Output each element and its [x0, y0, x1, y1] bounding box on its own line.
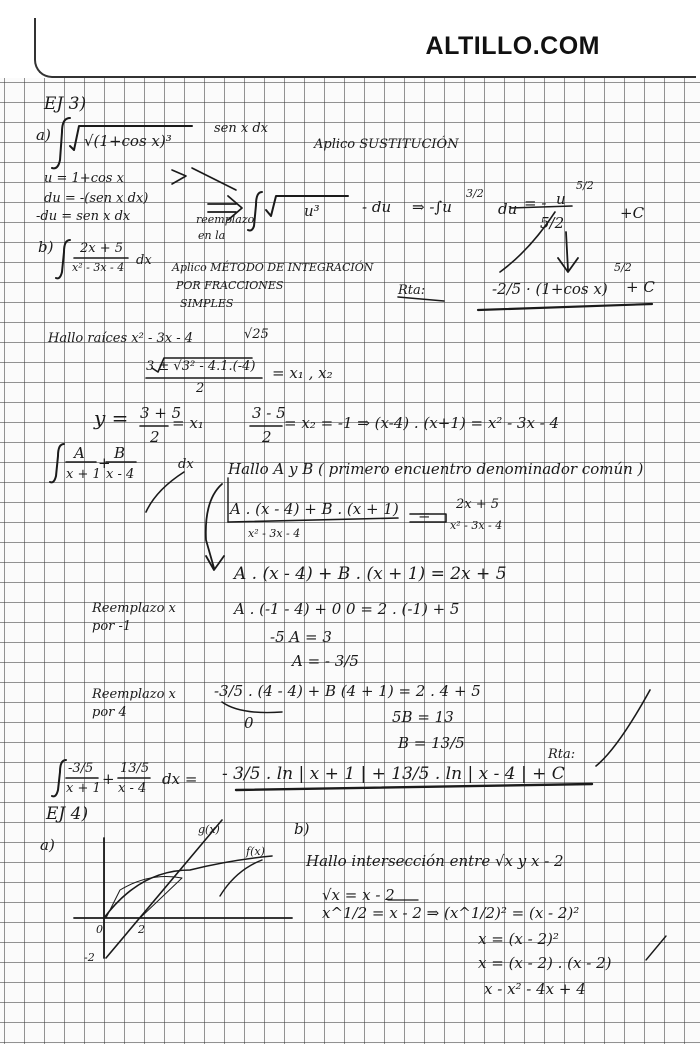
graph-label-f: f(x): [246, 845, 265, 858]
b-value: B = 13/5: [398, 734, 465, 752]
reemplazo-x-neg1: Reemplazo x: [92, 601, 176, 616]
graph-label-g: g(x): [198, 823, 220, 836]
step-minus-integral: ⇒ -∫u: [412, 198, 452, 216]
common-rhs-numerator: 2x + 5: [456, 497, 500, 512]
x1-denominator: 2: [150, 428, 160, 446]
minus-5a-equals-3: -5 A = 3: [270, 628, 332, 646]
part-a-result-exp: 5/2: [614, 261, 632, 274]
reemplazo-note: reemplazo: [196, 213, 255, 226]
x2-equals-factor: = x₂ = -1 ⇒ (x-4) . (x+1) = x² - 3x - 4: [284, 414, 560, 432]
pf-plus: +: [98, 454, 111, 472]
part-b-label: b): [38, 238, 54, 256]
final-frac1-numerator: -3/5: [68, 761, 94, 776]
intersection-step-5: x - x² - 4x + 4: [484, 980, 586, 998]
x2-denominator: 2: [262, 428, 272, 446]
part-b-method-3: SIMPLES: [180, 297, 234, 310]
part-a-integrand: √(1+cos x)³: [84, 132, 172, 150]
y-equals: y =: [94, 406, 129, 430]
x1-equals: = x₁: [172, 414, 204, 432]
substitution-neg1: A . (-1 - 4) + 0 0 = 2 . (-1) + 5: [234, 600, 460, 618]
final-plus: +: [102, 770, 115, 788]
x2-numerator: 3 - 5: [252, 404, 286, 422]
final-frac2-denominator: x - 4: [118, 781, 147, 796]
reemplazo-x-4: Reemplazo x: [92, 687, 176, 702]
part-b-denominator: x² - 3x - 4: [72, 261, 125, 274]
reemplazo-x-neg1-b: por -1: [92, 619, 132, 634]
main-equation: A . (x - 4) + B . (x + 1) = 2x + 5: [234, 564, 507, 584]
final-dx-equals: dx =: [162, 770, 198, 788]
common-equals: =: [418, 506, 431, 524]
part-a-label: a): [36, 126, 51, 144]
common-numerator: A . (x - 4) + B . (x + 1): [230, 500, 399, 518]
denominator-5-2: 5/2: [540, 214, 565, 232]
exercise-4-title: EJ 4): [46, 804, 89, 824]
substitution-4: -3/5 . (4 - 4) + B (4 + 1) = 2 . 4 + 5: [214, 682, 481, 700]
en-la-note: en la: [198, 229, 226, 242]
plus-c: +C: [620, 204, 645, 222]
quadratic-numerator: 3 ± √3² - 4.1.(-4): [146, 359, 256, 374]
graph-ym2: -2: [84, 951, 95, 964]
part-a-result-c: + C: [626, 278, 655, 296]
minus-du: - du: [362, 198, 392, 216]
hallo-a-y-b: Hallo A y B ( primero encuentro denominador común ): [228, 460, 644, 478]
final-result: - 3/5 . ln | x + 1 | + 13/5 . ln | x - 4 | + C: [222, 764, 565, 784]
final-frac2-numerator: 13/5: [120, 761, 150, 776]
a-value: A = - 3/5: [292, 652, 359, 670]
exponent-3-2: 3/2: [466, 187, 484, 200]
pf-a-denominator: x + 1: [66, 467, 101, 482]
pf-dx: dx: [178, 457, 194, 472]
part-a-result: -2/5 · (1+cos x): [492, 280, 608, 298]
part-a-sen: sen x dx: [214, 121, 268, 136]
part-b-numerator: 2x + 5: [80, 241, 124, 256]
ej4-part-a-label: a): [40, 836, 55, 854]
x1-numerator: 3 + 5: [140, 404, 182, 422]
hallo-raices: Hallo raíces x² - 3x - 4: [48, 331, 193, 346]
exercise-3-title: EJ 3): [44, 94, 87, 114]
substitution-du: du = -(sen x dx): [44, 191, 149, 206]
graph-origin: 0: [96, 923, 103, 936]
final-frac1-denominator: x + 1: [66, 781, 101, 796]
part-a-method: Aplico SUSTITUCIÓN: [314, 137, 459, 152]
reemplazo-x-4-b: por 4: [92, 705, 127, 720]
pf-a-numerator: A: [74, 444, 85, 462]
rta-label-2: Rta:: [548, 747, 576, 762]
common-rhs-denominator: x² - 3x - 4: [450, 519, 503, 532]
rta-label: Rta:: [398, 283, 426, 298]
substitution-u: u = 1+cos x: [44, 171, 124, 186]
watermark: ALTILLO.COM: [425, 32, 600, 60]
part-b-method-1: Aplico MÉTODO DE INTEGRACIÓN: [172, 261, 374, 274]
substitution-minus-du: -du = sen x dx: [36, 209, 131, 224]
five-b-equals-13: 5B = 13: [392, 708, 454, 726]
du-term: du: [498, 200, 518, 218]
quadratic-denominator: 2: [196, 381, 205, 396]
quadratic-equals: = x₁ , x₂: [272, 364, 333, 382]
part-b-dx: dx: [136, 253, 152, 268]
intersection-step-1: √x = x - 2: [322, 886, 395, 904]
equals-minus: = -: [524, 194, 547, 212]
hallo-interseccion: Hallo intersección entre √x y x - 2: [306, 852, 564, 870]
pf-b-denominator: x - 4: [106, 467, 135, 482]
pf-b-numerator: B: [114, 444, 126, 462]
part-b-method-2: POR FRACCIONES: [176, 279, 284, 292]
graph-x2: 2: [138, 923, 145, 936]
zero-term: 0: [244, 714, 254, 732]
intersection-step-2: x^1/2 = x - 2 ⇒ (x^1/2)² = (x - 2)²: [322, 904, 580, 922]
u-term: u: [556, 190, 566, 208]
raices-sqrt: √25: [244, 327, 269, 342]
intersection-step-3: x = (x - 2)²: [478, 930, 559, 948]
intersection-step-4: x = (x - 2) . (x - 2): [478, 954, 612, 972]
common-denominator: x² - 3x - 4: [248, 527, 301, 540]
ej4-part-b-label: b): [294, 820, 310, 838]
sqrt-u3: u³: [304, 202, 320, 220]
exponent-5-2: 5/2: [576, 179, 594, 192]
